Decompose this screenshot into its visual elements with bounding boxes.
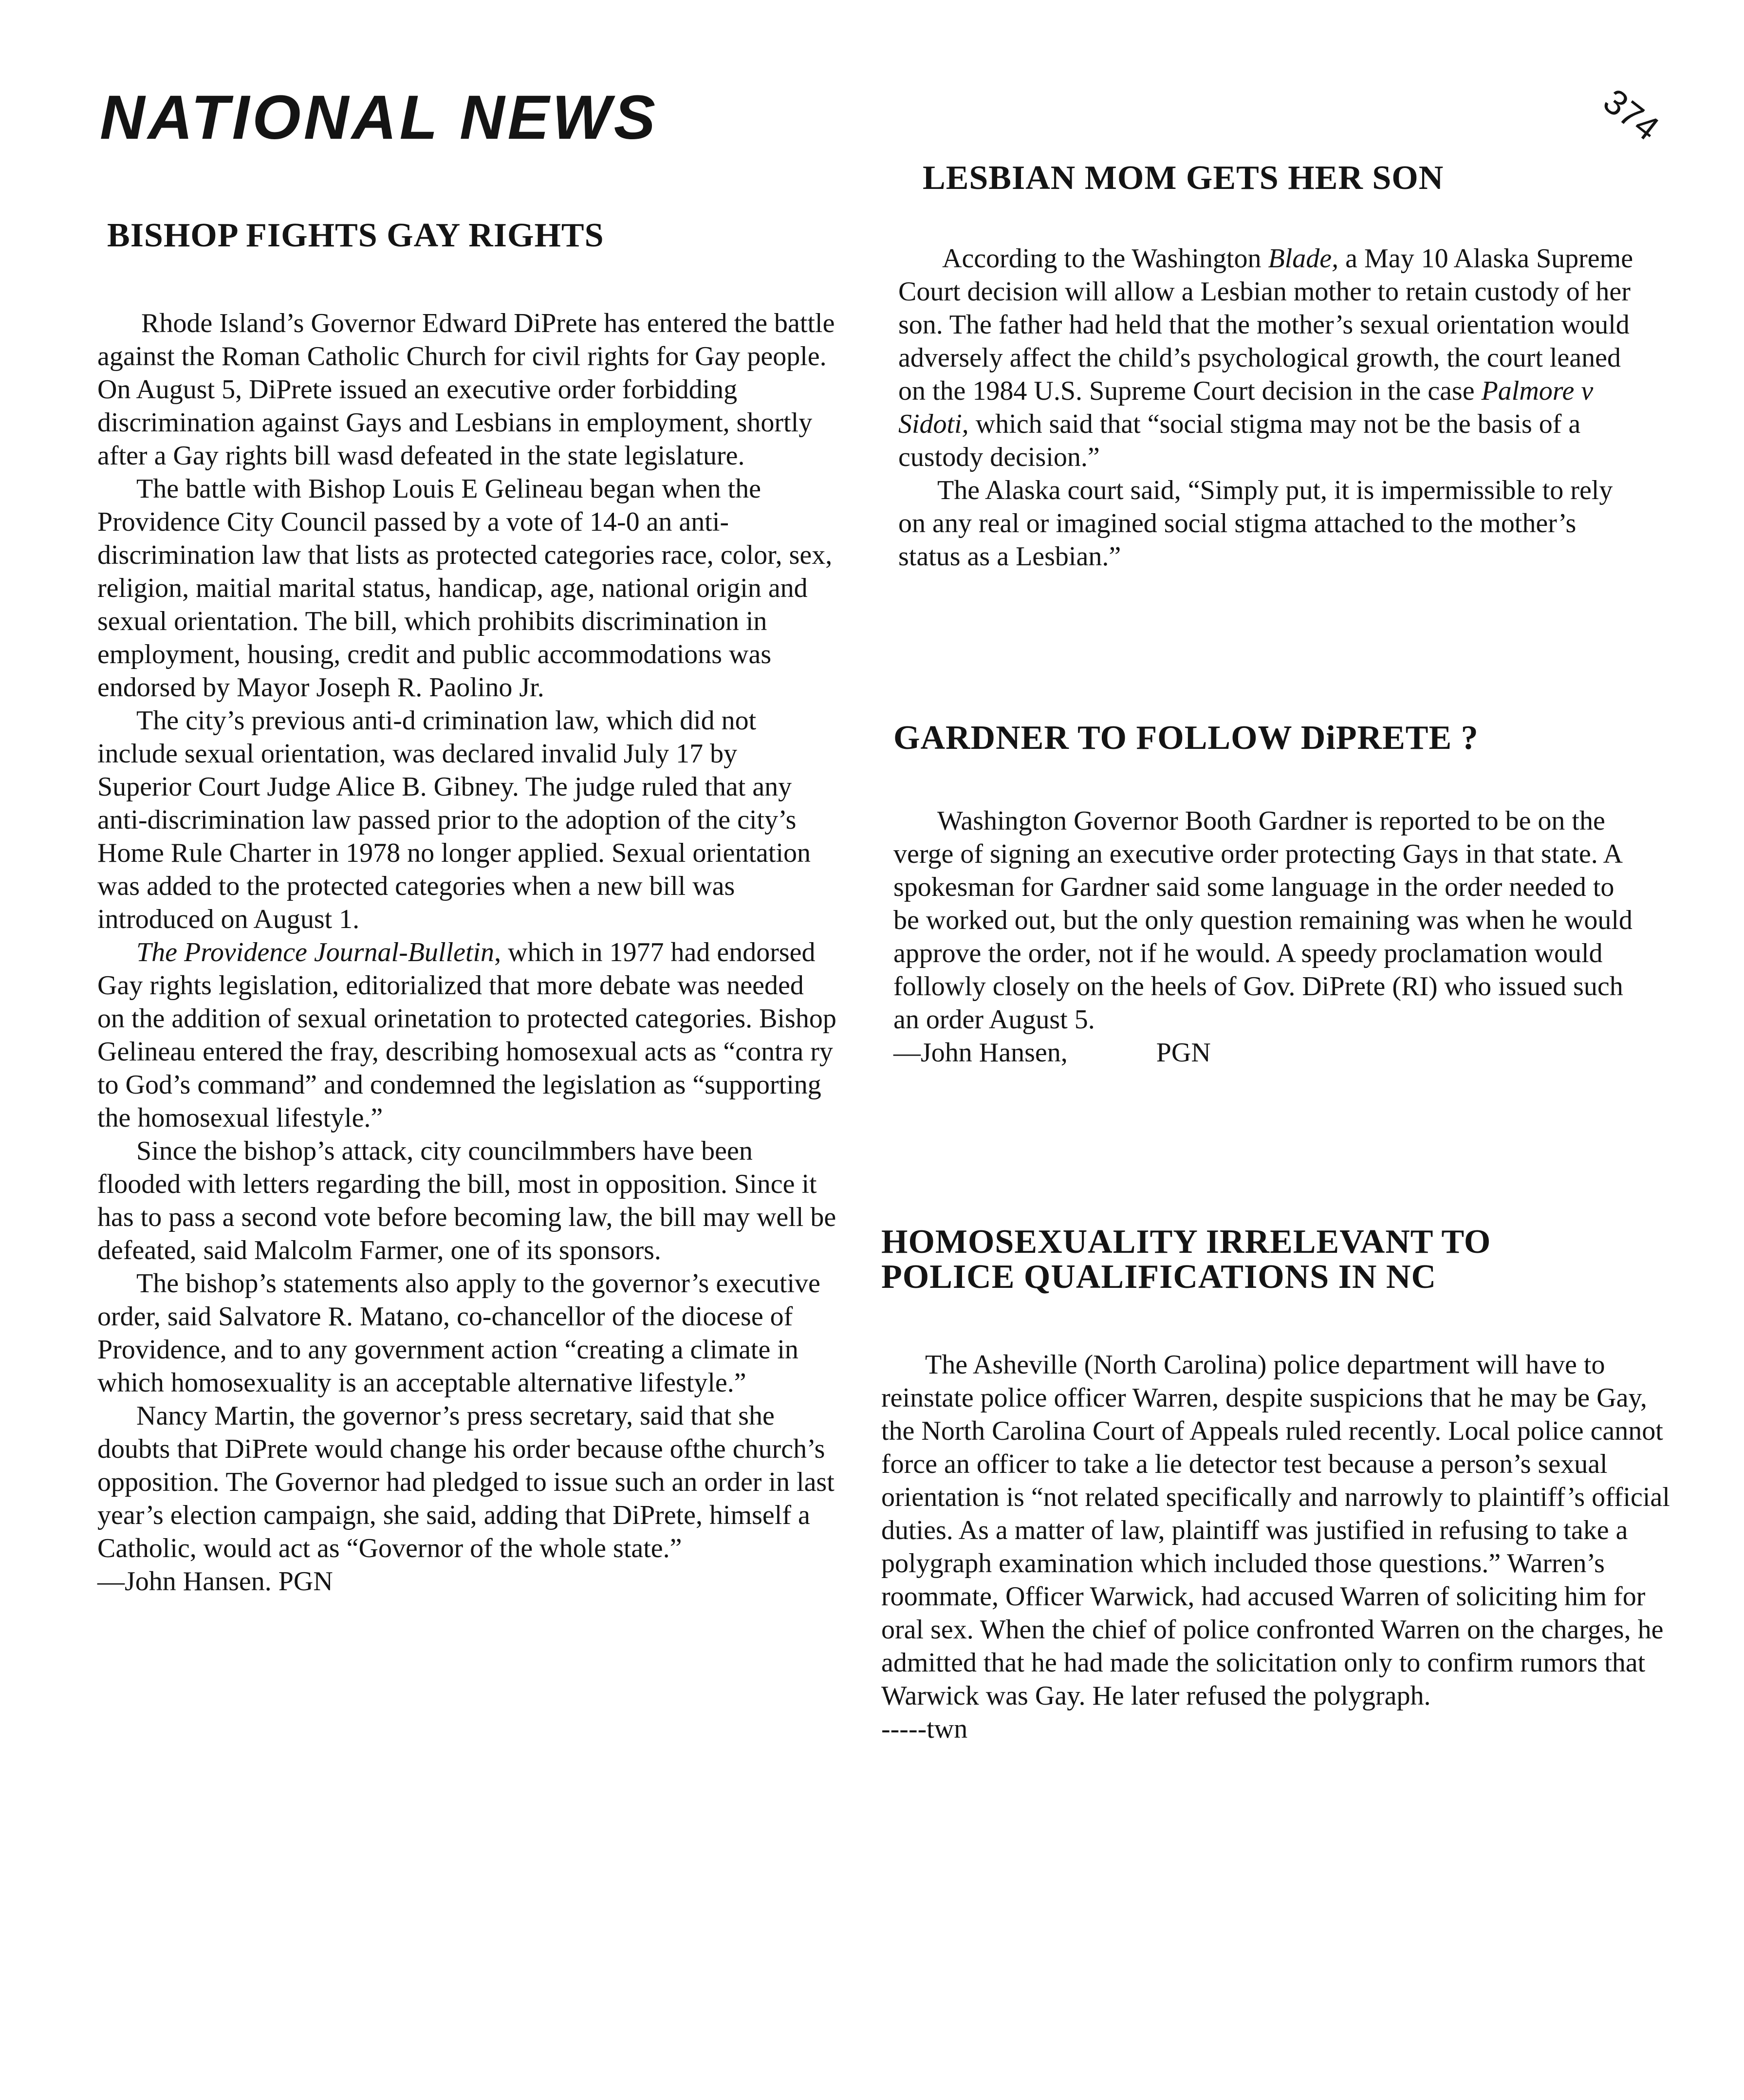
headline: BISHOP FIGHTS GAY RIGHTS (107, 217, 604, 254)
paragraph: Nancy Martin, the governor’s press secretary, said that she doubts that DiPrete would change his order because ofthe church’s opposition. The Governor had pledged to issue such an order in last year’s election campaign, she said, adding that DiPrete, himself a Catholic, would act as “Governor of the whole state.” (97, 1401, 835, 1563)
article-lesbian-mom-gets-her-son (898, 161, 1638, 573)
paragraph: The city’s previous anti-d crimination law, which did not include sexual orientation, was declared invalid July 17 by Superior Court Judge Alice B. Gibney. The judge ruled that any anti-discrimination law passed prior to the adoption of the city’s Home Rule Charter in 1978 no longer applied. Sexual orientation was added to the protected categories when a new bill was introduced on August 1. (97, 706, 811, 934)
article-bishop-fights-gay-rights (97, 218, 837, 1598)
publication-name: The Providence Journal-Bulletin (136, 937, 495, 967)
publication-name: Blade, (1268, 243, 1339, 274)
text-run: which said that “social stigma may not be the basis of a custody decision.” (898, 409, 1581, 472)
byline: —John Hansen. PGN (97, 1566, 333, 1597)
handwritten-page-number: 374 (1596, 81, 1667, 149)
paragraph: The Asheville (North Carolina) police department will have to reinstate police officer Warren, despite suspicions that he may be Gay, the North Carolina Court of Appeals ruled recently. Local police cannot force an officer to take a lie detector test because a person’s sexual orientation is “not related specifically and narrowly to plaintiff’s official duties. As a matter of law, plaintiff was justified in refusing to take a polygraph examination which included those questions.” Warren’s roommate, Officer Warwick, had accused Warren of soliciting him for oral sex. When the chief of police confronted Warren on the charges, he admitted that he had made the solicitation only to confirm rumors that Warwick was Gay. He later refused the polygraph. (881, 1350, 1670, 1711)
article-body (893, 804, 1633, 1069)
article-body (881, 1348, 1670, 1746)
article-gardner-to-follow-diprete (893, 721, 1633, 1069)
byline: -----twn (881, 1714, 968, 1744)
text-run: According to the Washington (942, 243, 1268, 274)
byline: —John Hansen, PGN (893, 1038, 1211, 1068)
headline-line: HOMOSEXUALITY IRRELEVANT TO (881, 1223, 1491, 1261)
headline-line: POLICE QUALIFICATIONS IN NC (881, 1258, 1437, 1296)
paragraph: Rhode Island’s Governor Edward DiPrete has entered the battle against the Roman Catholic Church for civil rights for Gay people. On August 5, DiPrete issued an executive order forbidding discrimination against Gays and Lesbians in employment, shortly after a Gay rights bill wasd defeated in the state legislature. (97, 308, 835, 471)
paragraph (97, 936, 837, 1134)
text-run: a May 10 Alaska Supreme Court decision will allow a Lesbian mother to retain custody of her son. The father had held that the mother’s sexual orientation would adversely affect the child’s psychological growth, the court leaned on the 1984 U.S. Supreme Court decision in the case (898, 243, 1633, 406)
headline: GARDNER TO FOLLOW DiPRETE ? (893, 719, 1479, 757)
article-homosexuality-irrelevant-police (881, 1225, 1670, 1746)
paragraph-text: , which in 1977 had endorsed Gay rights legislation, editorialized that more debate was needed on the addition of sexual orinetation to protected categories. Bishop Gelineau entered the fray, describing homosexual acts as “contra ry to God’s command” and condemned the legislation as “supporting the homosexual lifestyle.” (97, 937, 836, 1133)
headline (881, 1225, 1670, 1295)
case-name: Palmore v Sidoti, (898, 376, 1594, 439)
headline: LESBIAN MOM GETS HER SON (923, 159, 1444, 197)
paragraph: The battle with Bishop Louis E Gelineau began when the Providence City Council passed by a vote of 14-0 an anti-discrimination law that lists as protected categories race, color, sex, religion, maitial marital status, handicap, age, national origin and sexual orientation. The bill, which prohibits discrimination in employment, housing, credit and public accommodations was endorsed by Mayor Joseph R. Paolino Jr. (97, 474, 833, 703)
paragraph: The bishop’s statements also apply to the governor’s executive order, said Salvatore R. Matano, co-chancellor of the diocese of Providence, and to any government action “creating a climate in which homosexuality is an acceptable alternative lifestyle.” (97, 1268, 820, 1398)
paragraph: Washington Governor Booth Gardner is reported to be on the verge of signing an executive order protecting Gays in that state. A spokesman for Gardner said some language in the order needed to be worked out, but the only question remaining was when he would approve the order, not if he would. A speedy proclamation would followly closely on the heels of Gov. DiPrete (RI) who issued such an order August 5. (893, 806, 1633, 1035)
article-body (898, 242, 1638, 573)
paragraph: The Alaska court said, “Simply put, it is impermissible to rely on any real or imagined social stigma attached to the mother’s status as a Lesbian.” (898, 475, 1613, 572)
masthead: NATIONAL NEWS (100, 83, 658, 152)
paragraph: Since the bishop’s attack, city councilmmbers have been flooded with letters regarding the bill, most in opposition. Since it has to pass a second vote before becoming law, the bill may well be defeated, said Malcolm Farmer, one of its sponsors. (97, 1136, 836, 1265)
paragraph (898, 242, 1638, 474)
article-body (97, 307, 837, 1598)
